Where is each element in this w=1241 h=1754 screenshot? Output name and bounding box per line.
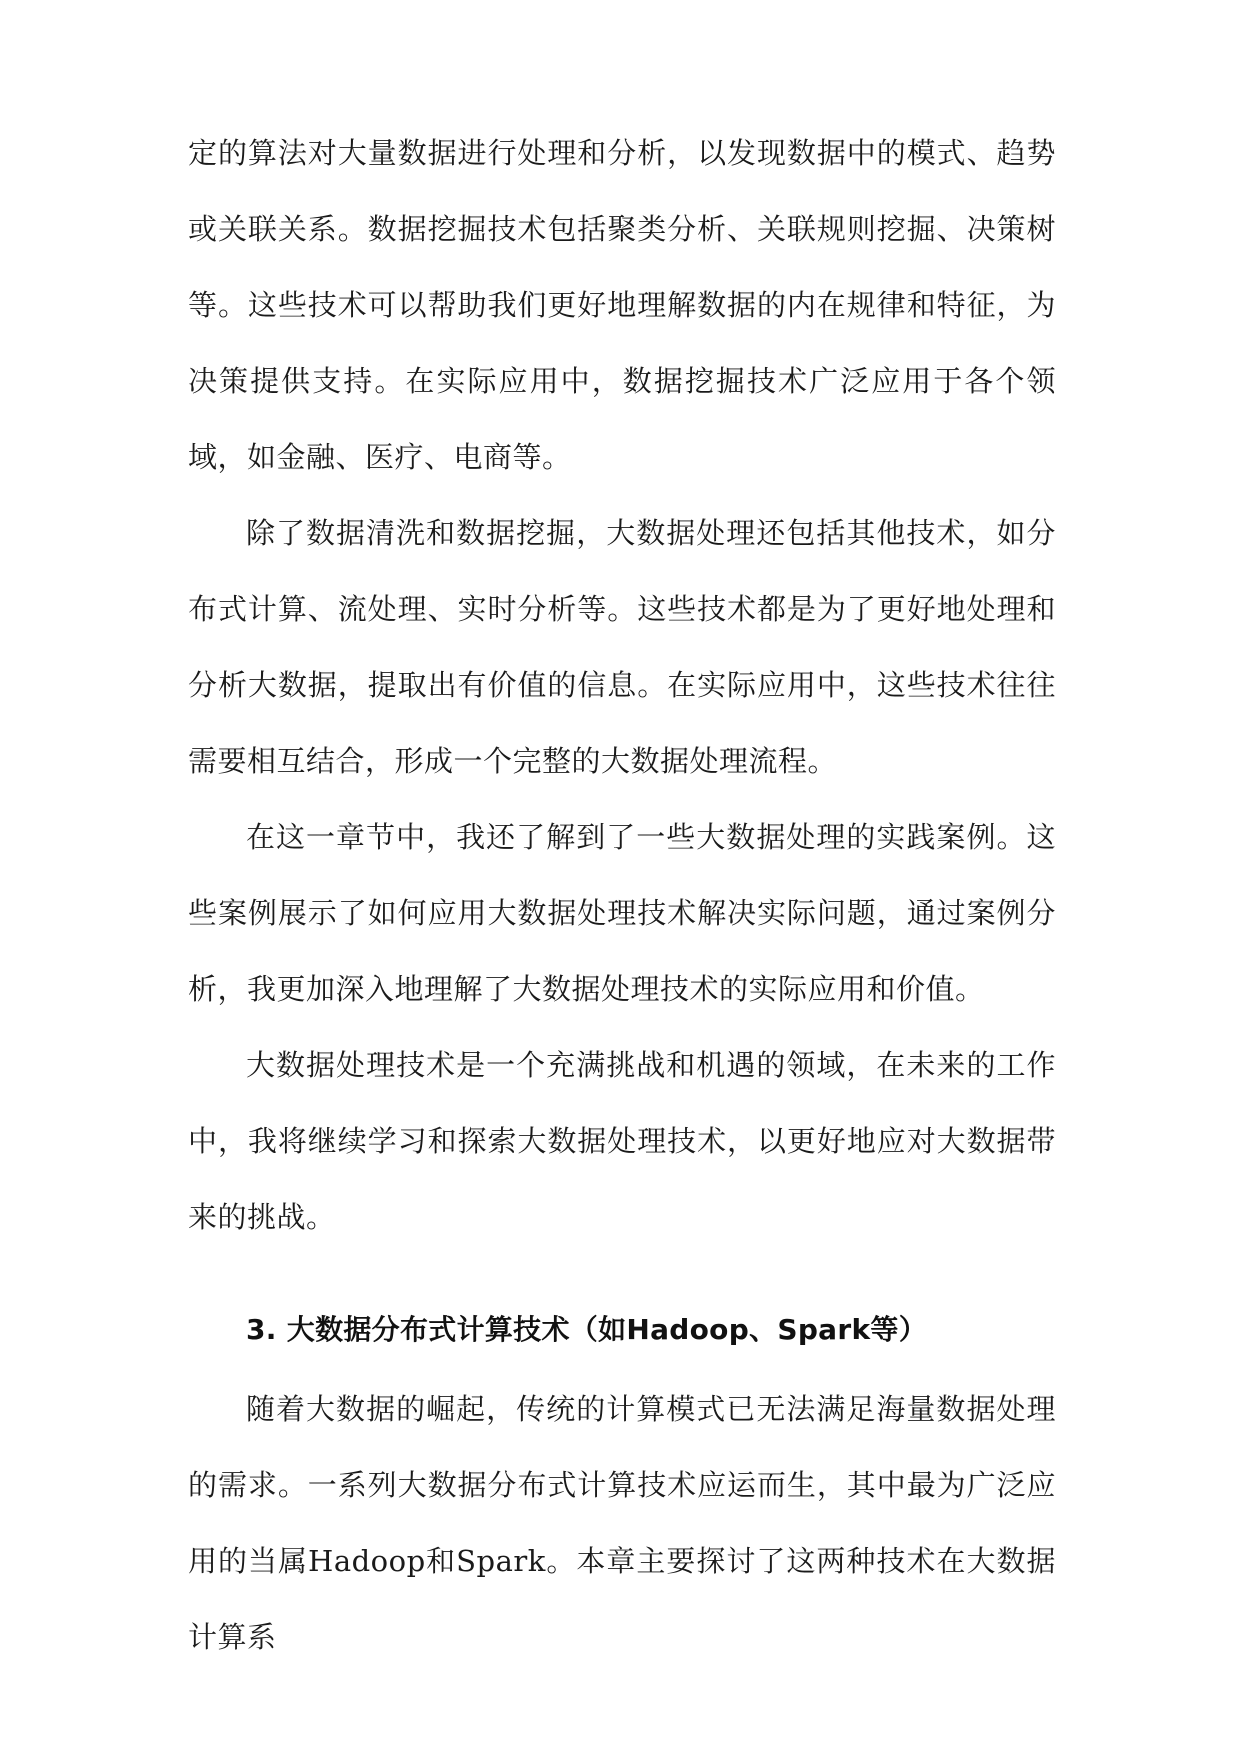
text-block-top xyxy=(188,115,1056,1255)
paragraph-practice-cases: 在这一章节中，我还了解到了一些大数据处理的实践案例。这些案例展示了如何应用大数据处理技术解决实际问题，通过案例分析，我更加深入地理解了大数据处理技术的实际应用和价值。 xyxy=(188,820,1056,1006)
text-block-bottom xyxy=(188,1371,1056,1675)
paragraph-future-outlook: 大数据处理技术是一个充满挑战和机遇的领域，在未来的工作中，我将继续学习和探索大数据处理技术，以更好地应对大数据带来的挑战。 xyxy=(188,1048,1056,1234)
section-heading: 3. 大数据分布式计算技术（如Hadoop、Spark等） xyxy=(246,1313,927,1346)
paragraph-other-technologies: 除了数据清洗和数据挖掘，大数据处理还包括其他技术，如分布式计算、流处理、实时分析等。这些技术都是为了更好地处理和分析大数据，提取出有价值的信息。在实际应用中，这些技术往往需要相互结合，形成一个完整的大数据处理流程。 xyxy=(188,516,1056,778)
paragraph-data-mining-continued: 定的算法对大量数据进行处理和分析，以发现数据中的模式、趋势或关联关系。数据挖掘技术包括聚类分析、关联规则挖掘、决策树等。这些技术可以帮助我们更好地理解数据的内在规律和特征，为决策提供支持。在实际应用中，数据挖掘技术广泛应用于各个领域，如金融、医疗、电商等。 xyxy=(188,136,1056,474)
paragraph-distributed-computing-intro: 随着大数据的崛起，传统的计算模式已无法满足海量数据处理的需求。一系列大数据分布式计算技术应运而生，其中最为广泛应用的当属Hadoop和Spark。本章主要探讨了这两种技术在大数据计算系 xyxy=(188,1392,1056,1654)
